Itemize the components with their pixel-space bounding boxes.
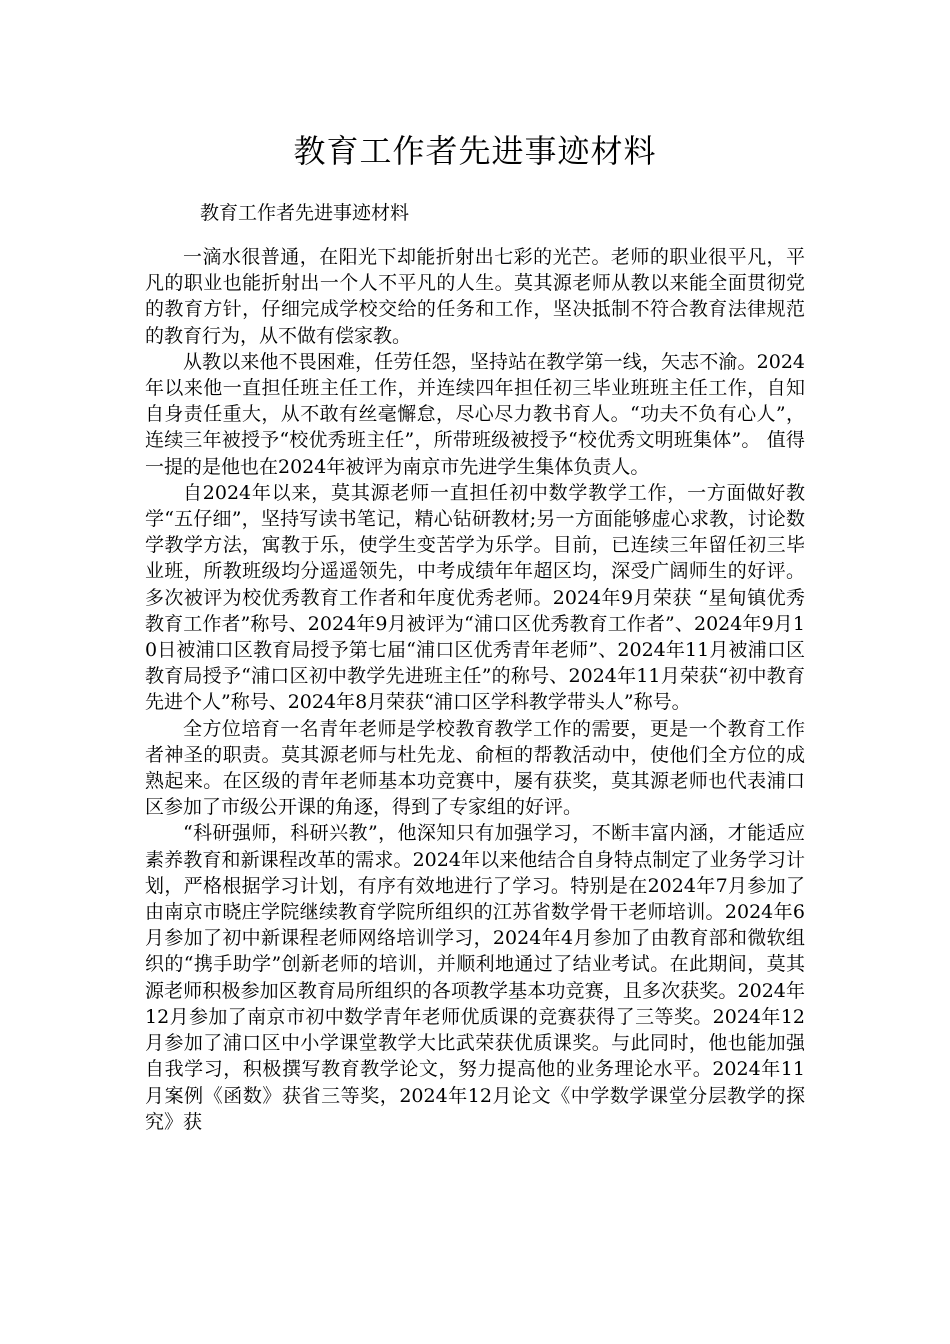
body-paragraph-2: 从教以来他不畏困难，任劳任怨，坚持站在教学第一线，矢志不渝。2024年以来他一直担任班主任工作，并连续四年担任初三毕业班班主任工作，自知自身责任重大，从不敢有丝毫懈怠，尽心尽力教书育人。“功夫不负有心人”，连续三年被授予“校优秀班主任”，所带班级被授予“校优秀文明班集体”。 值得一提的是他也在2024年被评为南京市先进学生集体负责人。 [145, 350, 805, 478]
body-paragraph-1: 一滴水很普通，在阳光下却能折射出七彩的光芒。老师的职业很平凡，平凡的职业也能折射出一个人不平凡的人生。莫其源老师从教以来能全面贯彻党的教育方针，仔细完成学校交给的任务和工作，坚决抵制不符合教育法律规范的教育行为，从不做有偿家教。 [145, 246, 805, 347]
body-paragraph-5: “科研强师，科研兴教”，他深知只有加强学习，不断丰富内涵，才能适应素养教育和新课程改革的需求。2024年以来他结合自身特点制定了业务学习计划，严格根据学习计划，有序有效地进行了学习。特别是在2024年7月参加了由南京市晓庄学院继续教育学院所组织的江苏省数学骨干老师培训。2024年6月参加了初中新课程老师网络培训学习，2024年4月参加了由教育部和微软组织的“携手助学”创新老师的培训，并顺利地通过了结业考试。在此期间，莫其源老师积极参加区教育局所组织的各项教学基本功竞赛，且多次获奖。2024年12月参加了南京市初中数学青年老师优质课的竞赛获得了三等奖。2024年12月参加了浦口区中小学课堂教学大比武荣获优质课奖。与此同时，他也能加强自我学习，积极撰写教育教学论文，努力提高他的业务理论水平。2024年11月案例《函数》获省三等奖，2024年12月论文《中学数学课堂分层教学的探究》获 [145, 822, 805, 1133]
body-paragraph-4: 全方位培育一名青年老师是学校教育教学工作的需要，更是一个教育工作者神圣的职责。莫其源老师与杜先龙、俞桓的帮教活动中，使他们全方位的成熟起来。在区级的青年老师基本功竞赛中，屡有获奖，莫其源老师也代表浦口区参加了市级公开课的角逐，得到了专家组的好评。 [145, 717, 805, 819]
body-paragraph-3: 自2024年以来，莫其源老师一直担任初中数学教学工作，一方面做好教学“五仔细”，坚持写读书笔记，精心钻研教材;另一方面能够虚心求教，讨论数学教学方法，寓教于乐，使学生变苦学为乐学。目前，已连续三年留任初三毕业班，所教班级均分遥遥领先，中考成绩年年超区均，深受广阔师生的好评。多次被评为校优秀教育工作者和年度优秀老师。2024年9月荣获 “星甸镇优秀教育工作者”称号、2024年9月被评为“浦口区优秀教育工作者”、2024年9月10日被浦口区教育局授予第七届“浦口区优秀青年老师”、2024年11月被浦口区教育局授予“浦口区初中教学先进班主任”的称号、2024年11月荣获“初中教育先进个人”称号、2024年8月荣获“浦口区学科教学带头人”称号。 [145, 481, 805, 714]
document-title: 教育工作者先进事迹材料 [293, 132, 657, 170]
document-subtitle: 教育工作者先进事迹材料 [200, 202, 410, 224]
document-body [145, 244, 805, 1135]
